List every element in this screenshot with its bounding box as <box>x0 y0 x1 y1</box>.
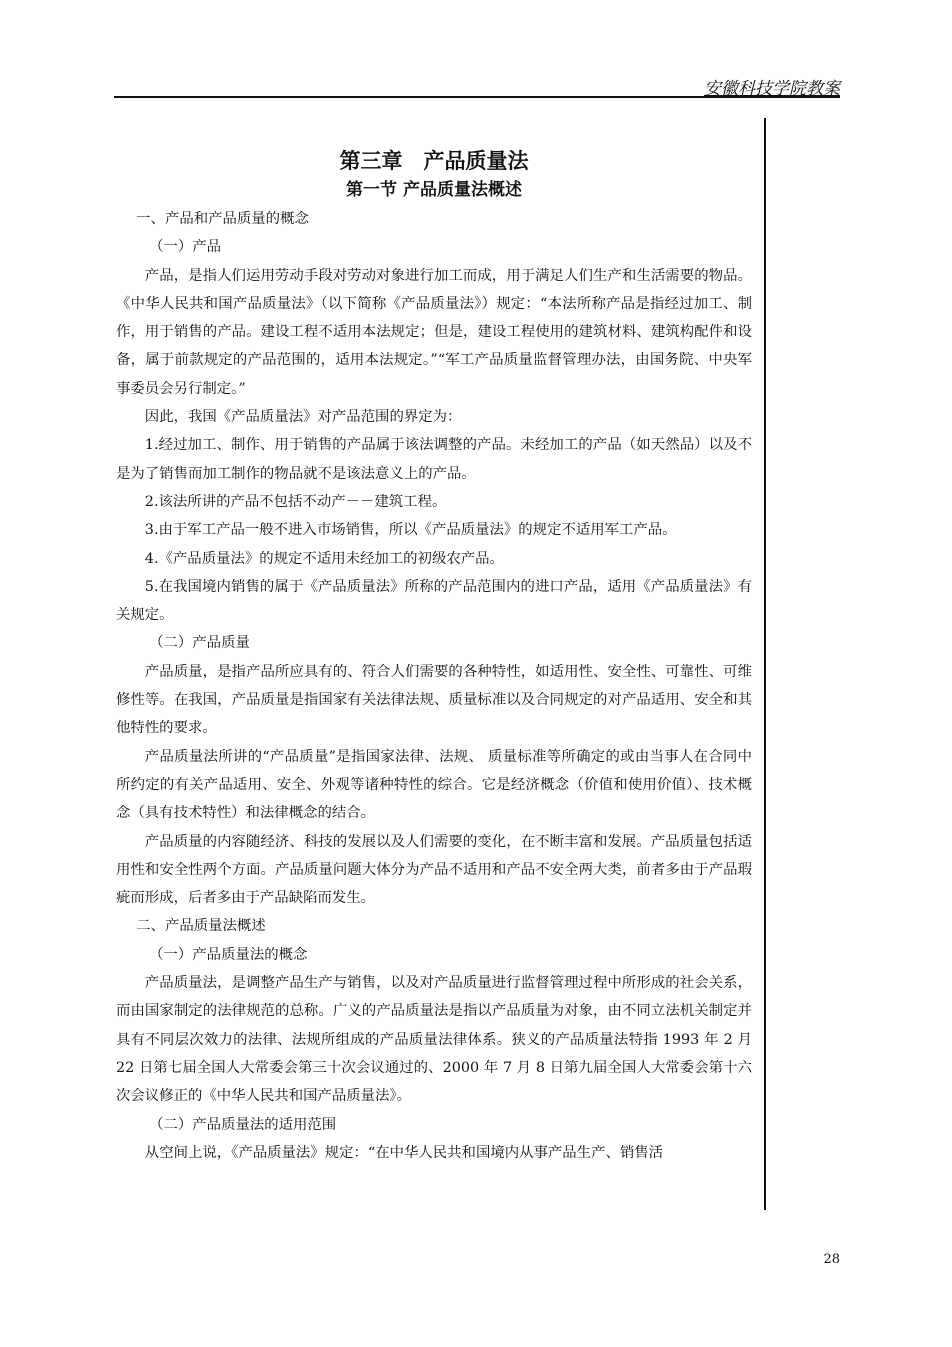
body-paragraph: 5.在我国境内销售的属于《产品质量法》所称的产品范围内的进口产品，适用《产品质量法》有关规定。 <box>116 578 752 624</box>
document-body <box>116 146 752 1167</box>
body-paragraph: 产品，是指人们运用劳动手段对劳动对象进行加工而成，用于满足人们生产和生活需要的物品。《中华人民共和国产品质量法》（以下简称《产品质量法》）规定：“本法所称产品是指经过加工、制作，用于销售的产品。建设工程不适用本法规定；但是，建设工程使用的建筑材料、建筑构配件和设备，属于前款规定的产品范围的，适用本法规定。”“军工产品质量监督管理办法，由国务院、中央军事委员会另行制定。” <box>116 267 752 397</box>
paragraph-list <box>116 205 752 1167</box>
subheading: （二）产品质量 <box>149 635 250 652</box>
subheading: 一、产品和产品质量的概念 <box>136 211 309 227</box>
body-paragraph: 产品质量法，是调整产品生产与销售，以及对产品质量进行监督管理过程中所形成的社会关系，而由国家制定的法律规范的总称。广义的产品质量法是指以产品质量为对象，由不同立法机关制定并具有不同层次效力的法律、法规所组成的产品质量法律体系。狭义的产品质量法特指 1993 年 2 月 22 日第七届全国人大常委会第三十次会议通过的、2000 年 7 月 8 日第九届全国人大常委会第十六次会议修正的《中华人民共和国产品质量法》。 <box>116 975 752 1105</box>
chapter-title: 第三章 产品质量法 <box>339 148 529 173</box>
subheading: （一）产品质量法的概念 <box>149 946 308 963</box>
section-title: 第一节 产品质量法概述 <box>346 180 522 200</box>
page-number: 28 <box>823 1252 840 1267</box>
subheading: 二、产品质量法概述 <box>136 918 266 935</box>
header-rule <box>114 96 840 98</box>
body-paragraph: 因此，我国《产品质量法》对产品范围的界定为： <box>144 409 462 426</box>
body-paragraph: 产品质量法所讲的“产品质量”是指国家法律、法规、 质量标准等所确定的或由当事人在合同中所约定的有关产品适用、安全、外观等诸种特性的综合。它是经济概念（价值和使用价值）、技术概念（具有技术特性）和法律概念的结合。 <box>116 748 752 822</box>
header-school-name: 安徽科技学院教案 <box>704 79 840 99</box>
subheading: （一）产品 <box>149 239 222 256</box>
body-paragraph: 产品质量的内容随经济、科技的发展以及人们需要的变化，在不断丰富和发展。产品质量包括适用性和安全性两个方面。产品质量问题大体分为产品不适用和产品不安全两大类，前者多由于产品瑕疵而形成，后者多由于产品缺陷而发生。 <box>116 833 752 907</box>
body-paragraph: 从空间上说，《产品质量法》规定：“在中华人民共和国境内从事产品生产、销售活 <box>144 1144 664 1161</box>
body-paragraph: 4.《产品质量法》的规定不适用未经加工的初级农产品。 <box>144 550 504 567</box>
body-paragraph: 3.由于军工产品一般不进入市场销售，所以《产品质量法》的规定不适用军工产品。 <box>144 522 677 539</box>
body-paragraph: 产品质量，是指产品所应具有的、符合人们需要的各种特性，如适用性、安全性、可靠性、可维修性等。在我国，产品质量是指国家有关法律法规、质量标准以及合同规定的对产品适用、安全和其他特性的要求。 <box>116 663 752 737</box>
body-paragraph: 1.经过加工、制作、用于销售的产品属于该法调整的产品。未经加工的产品（如天然品）以及不是为了销售而加工制作的物品就不是该法意义上的产品。 <box>116 437 752 482</box>
body-paragraph: 2.该法所讲的产品不包括不动产－－建筑工程。 <box>144 493 447 510</box>
margin-rule <box>764 118 766 1210</box>
subheading: （二）产品质量法的适用范围 <box>149 1116 337 1133</box>
